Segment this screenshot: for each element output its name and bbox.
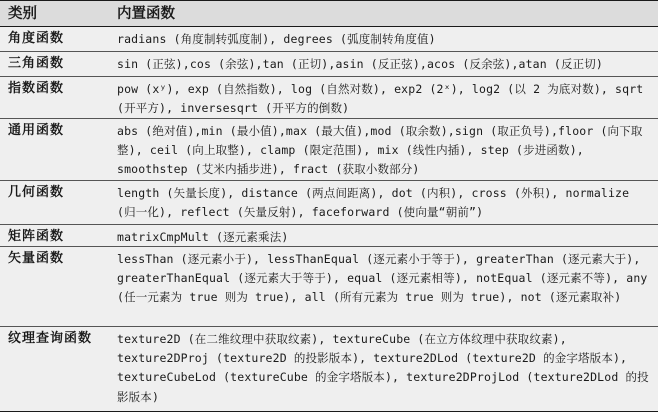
row-category: 三角函数 (8, 56, 65, 71)
row-functions: radians (角度制转弧度制), degrees (弧度制转角度值) (117, 32, 436, 46)
table-row-trig (0, 52, 658, 77)
table-row-texture (0, 327, 658, 412)
row-category: 通用函数 (8, 123, 65, 138)
row-functions: texture2D (在二维纹理中获取纹素), textureCube (在立方体纹理中获取纹素), texture2DProj (texture2D 的投影版本), texture2DLod (texture2D 的金字塔版本), textureCubeLod (textureCube 的金字塔版本), texture2DProjLod (texture2DLod 的投影版本) (117, 332, 649, 404)
row-functions: matrixCmpMult (逐元素乘法) (117, 230, 289, 244)
row-category: 角度函数 (8, 31, 65, 46)
table-row-geometric (0, 181, 658, 225)
row-category: 指数函数 (8, 81, 65, 96)
row-category: 矢量函数 (8, 251, 65, 266)
table-row-angle (0, 27, 658, 52)
header-category: 类别 (8, 6, 37, 22)
row-functions: lessThan (逐元素小于), lessThanEqual (逐元素小于等于), greaterThan (逐元素大于), greaterThanEqual (逐元素大于等于), equal (逐元素相等), notEqual (逐元素不等), any (任一元素为 true 则为 true), all (所有元素为 true 则为 true), not (逐元素取补) (117, 252, 648, 305)
table-row-exponential (0, 77, 658, 119)
table-row-vector (0, 247, 658, 327)
table-header (0, 0, 658, 27)
row-category: 矩阵函数 (8, 229, 65, 244)
row-functions: length (矢量长度), distance (两点间距离), dot (内积), cross (外积), normalize (归一化), reflect (矢量反射), faceforward (使向量“朝前”) (117, 186, 630, 220)
header-functions: 内置函数 (117, 6, 175, 22)
row-functions: abs (绝对值),min (最小值),max (最大值),mod (取余数),sign (取正负号),floor (向下取整), ceil (向上取整), clamp (限定范围), mix (线性内插), step (步进函数), smoothstep (艾米内插步进), fract (获取小数部分) (117, 124, 643, 177)
table-row-common (0, 119, 658, 181)
row-category: 几何函数 (8, 185, 65, 200)
row-category: 纹理查询函数 (8, 331, 93, 346)
table-row-matrix (0, 225, 658, 247)
row-functions: pow (xʸ), exp (自然指数), log (自然对数), exp2 (2ˣ), log2 (以 2 为底对数), sqrt (开平方), inversesqrt (开平方的倒数) (117, 82, 644, 116)
row-functions: sin (正弦),cos (余弦),tan (正切),asin (反正弦),acos (反余弦),atan (反正切) (117, 57, 603, 71)
